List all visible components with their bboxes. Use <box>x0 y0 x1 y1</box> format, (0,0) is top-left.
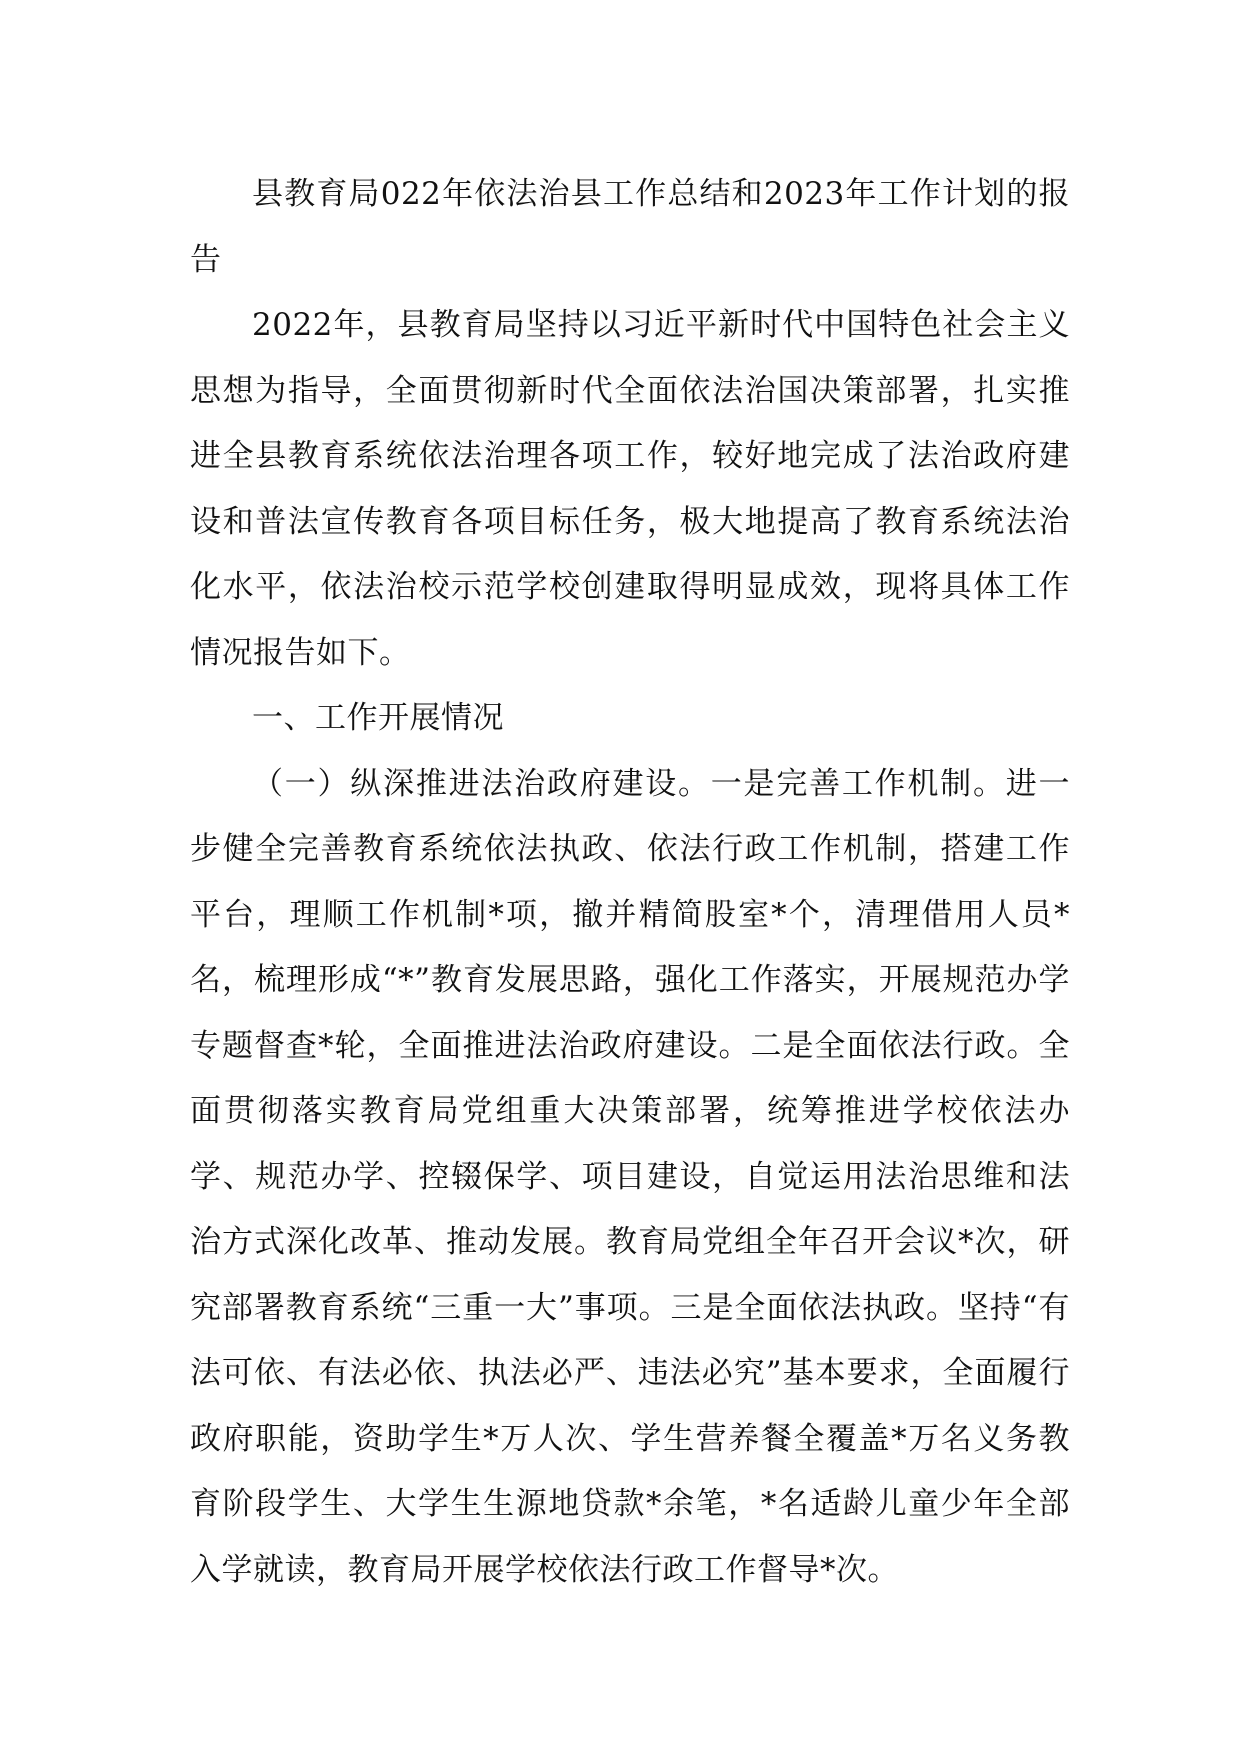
section-heading: 一、工作开展情况 <box>252 700 504 736</box>
document-body <box>190 162 1070 1603</box>
document-title: 县教育局022年依法治县工作总结和2023年工作计划的报告 <box>190 176 1070 278</box>
intro-paragraph: 2022年，县教育局坚持以习近平新时代中国特色社会主义思想为指导，全面贯彻新时代全面依法治国决策部署，扎实推进全县教育系统依法治理各项工作，较好地完成了法治政府建设和普法宣传教育各项目标任务，极大地提高了教育系统法治化水平，依法治校示范学校创建取得明显成效，现将具体工作情况报告如下。 <box>190 307 1070 671</box>
section-paragraph: （一）纵深推进法治政府建设。一是完善工作机制。进一步健全完善教育系统依法执政、依法行政工作机制，搭建工作平台，理顺工作机制*项，撤并精简股室*个，清理借用人员*名，梳理形成“*”教育发展思路，强化工作落实，开展规范办学专题督查*轮，全面推进法治政府建设。二是全面依法行政。全面贯彻落实教育局党组重大决策部署，统筹推进学校依法办学、规范办学、控辍保学、项目建设，自觉运用法治思维和法治方式深化改革、推动发展。教育局党组全年召开会议*次，研究部署教育系统“三重一大”事项。三是全面依法执政。坚持“有法可依、有法必依、执法必严、违法必究”基本要求，全面履行政府职能，资助学生*万人次、学生营养餐全覆盖*万名义务教育阶段学生、大学生生源地贷款*余笔，*名适龄儿童少年全部入学就读，教育局开展学校依法行政工作督导*次。 <box>190 765 1070 1588</box>
